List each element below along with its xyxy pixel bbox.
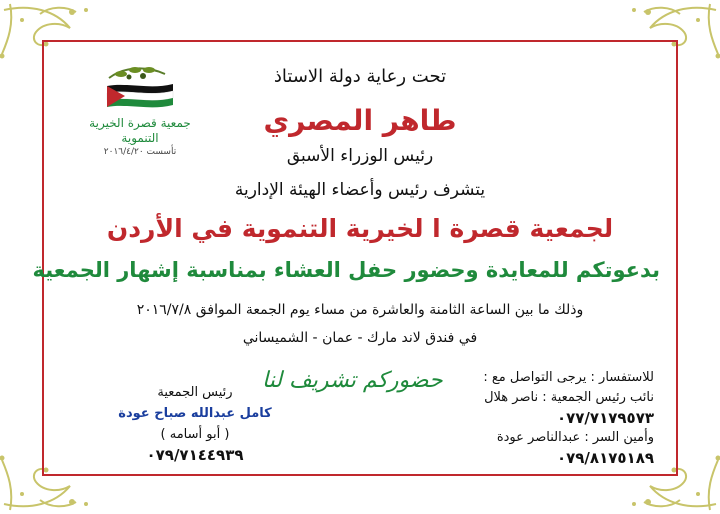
secretary-line: وأمين السر : عبدالناصر عودة [496, 430, 654, 445]
logo-society-name: جمعية قصرة الخيرية التنموية [89, 116, 191, 145]
vice-president-line: نائب رئيس الجمعية : ناصر هلال [484, 390, 654, 405]
president-phone: ٠٧٩/٧١٤٤٩٣٩ [146, 446, 244, 464]
patronage-line: تحت رعاية دولة الاستاذ [273, 66, 447, 87]
president-nickname: ( أبو أسامه ) [160, 427, 230, 442]
society-name-heading: لجمعية قصرة ا لخيرية التنموية في الأردن [106, 214, 614, 243]
president-block [100, 382, 290, 466]
patron-title: رئيس الوزراء الأسبق [286, 146, 434, 166]
logo-founded-date: تأسست ٢٠١٦/٤/٢٠ [103, 147, 177, 157]
time-line: وذلك ما بين الساعة الثامنة والعاشرة من مساء يوم الجمعة الموافق ٢٠١٦/٧/٨ [136, 302, 584, 318]
venue-line: في فندق لاند مارك - عمان - الشميساني [242, 330, 478, 346]
honored-line: يتشرف رئيس وأعضاء الهيئة الإدارية [234, 180, 486, 200]
president-name: كامل عبدالله صباح عودة [118, 406, 272, 421]
contact-block [424, 368, 654, 468]
slogan: حضوركم تشريف لنا [262, 368, 443, 393]
secretary-phone: ٠٧٩/٨١٧٥١٨٩ [556, 449, 654, 467]
patron-name: طاهر المصري [263, 104, 457, 137]
invitation-text: بدعوتكم للمعايدة وحضور حفل العشاء بمناسبة إشهار الجمعية [32, 258, 660, 282]
president-title: رئيس الجمعية [157, 385, 233, 400]
contact-heading: للاستفسار : يرجى التواصل مع : [483, 370, 654, 385]
vice-president-phone: ٠٧٧/٧١٧٩٥٧٣ [556, 409, 654, 427]
